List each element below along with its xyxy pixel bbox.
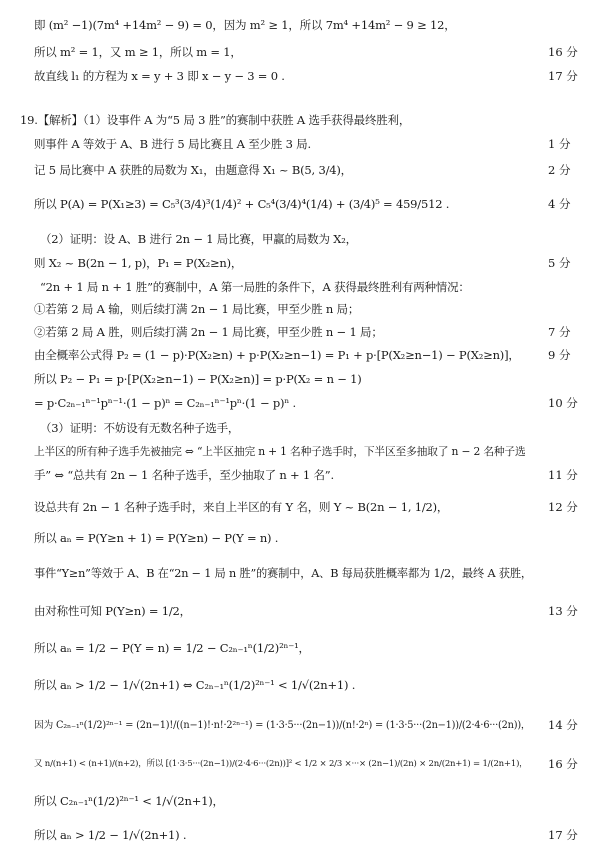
score-label: 14 分 [548, 718, 578, 732]
text-line: 所以 C₂ₙ₋₁ⁿ(1/2)²ⁿ⁻¹ < 1/√(2n+1)， [34, 794, 224, 808]
text-line: 即 (m² −1)(7m⁴ +14m² − 9) = 0，因为 m² ≥ 1，所以 7m⁴ +14m² − 9 ≥ 12， [34, 18, 456, 32]
score-label: 4 分 [548, 197, 571, 211]
text-line: 手” ⇔ “总共有 2n − 1 名种子选手，至少抽取了 n + 1 名”. [34, 468, 334, 482]
score-label: 11 分 [548, 468, 578, 482]
text-line: ②若第 2 局 A 胜，则后续打满 2n − 1 局比赛，甲至少胜 n − 1 局； [34, 325, 383, 339]
score-label: 17 分 [548, 69, 578, 83]
score-label: 16 分 [548, 45, 578, 59]
text-line: 所以 aₙ > 1/2 − 1/√(2n+1) ⇔ C₂ₙ₋₁ⁿ(1/2)²ⁿ⁻¹ < 1/√(2n+1) . [34, 678, 356, 692]
text-line: 故直线 l₁ 的方程为 x = y + 3 即 x − y − 3 = 0 . [34, 69, 285, 83]
text-line: 记 5 局比赛中 A 获胜的局数为 X₁，由题意得 X₁ ~ B(5, 3/4)， [34, 163, 352, 177]
text-line: “2n + 1 局 n + 1 胜”的赛制中，A 第一局胜的条件下，A 获得最终胜利有两种情况： [40, 280, 470, 294]
text-line: （3）证明：不妨设有无数名种子选手， [40, 421, 240, 435]
score-label: 12 分 [548, 500, 578, 514]
text-line: 所以 m² = 1，又 m ≥ 1，所以 m = 1， [34, 45, 242, 59]
score-label: 2 分 [548, 163, 571, 177]
text-line: 因为 C₂ₙ₋₁ⁿ(1/2)²ⁿ⁻¹ = (2n−1)!/((n−1)!·n!·2²ⁿ⁻¹) = (1·3·5···(2n−1))/(n!·2ⁿ) = (1·3·5···(2n−1))/(2·4·6···(2n))， [34, 720, 531, 731]
score-label: 9 分 [548, 348, 571, 362]
text-line: 所以 P₂ − P₁ = p·[P(X₂≥n−1) − P(X₂≥n)] = p·P(X₂ = n − 1) [34, 372, 362, 386]
score-label: 1 分 [548, 137, 571, 151]
text-line: 所以 aₙ > 1/2 − 1/√(2n+1) . [34, 828, 187, 842]
text-line: 所以 aₙ = P(Y≥n + 1) = P(Y≥n) − P(Y = n) . [34, 531, 279, 545]
text-line: 19.【解析】（1）设事件 A 为“5 局 3 胜”的赛制中获胜 A 选手获得最终胜利， [20, 113, 411, 127]
text-line: 由对称性可知 P(Y≥n) = 1/2， [34, 604, 191, 618]
score-label: 10 分 [548, 396, 578, 410]
text-line: 设总共有 2n − 1 名种子选手时，来自上半区的有 Y 名，则 Y ~ B(2n − 1, 1/2)， [34, 500, 449, 514]
score-label: 5 分 [548, 256, 571, 270]
score-label: 16 分 [548, 757, 578, 771]
text-line: 上半区的所有种子选手先被抽完 ⇔ “上半区抽完 n + 1 名种子选手时，下半区至多抽取了 n − 2 名种子选 [34, 445, 526, 458]
text-line: ①若第 2 局 A 输，则后续打满 2n − 1 局比赛，甲至少胜 n 局； [34, 302, 360, 316]
text-line: 所以 aₙ = 1/2 − P(Y = n) = 1/2 − C₂ₙ₋₁ⁿ(1/2)²ⁿ⁻¹， [34, 641, 310, 655]
text-line: 则事件 A 等效于 A、B 进行 5 局比赛且 A 至少胜 3 局. [34, 137, 311, 151]
text-line: = p·C₂ₙ₋₁ⁿ⁻¹pⁿ⁻¹·(1 − p)ⁿ = C₂ₙ₋₁ⁿ⁻¹pⁿ·(1 − p)ⁿ . [34, 396, 297, 410]
text-line: 由全概率公式得 P₂ = (1 − p)·P(X₂≥n) + p·P(X₂≥n−1) = P₁ + p·[P(X₂≥n−1) − P(X₂≥n)]， [34, 348, 520, 362]
text-line: 则 X₂ ~ B(2n − 1, p)，P₁ = P(X₂≥n)， [34, 256, 243, 270]
text-line: （2）证明：设 A、B 进行 2n − 1 局比赛，甲赢的局数为 X₂， [40, 232, 357, 246]
score-label: 13 分 [548, 604, 578, 618]
score-label: 17 分 [548, 828, 578, 842]
text-line: 又 n/(n+1) < (n+1)/(n+2)，所以 [(1·3·5···(2n−1))/(2·4·6···(2n))]² < 1/2 × 2/3 ×···× (2n−1)/(2n) × 2n/(2n+1) = 1/(2n+1)， [34, 759, 528, 769]
text-line: 事件“Y≥n”等效于 A、B 在“2n − 1 局 n 胜”的赛制中，A、B 每局获胜概率都为 1/2，最终 A 获胜， [34, 567, 532, 580]
text-line: 所以 P(A) = P(X₁≥3) = C₅³(3/4)³(1/4)² + C₅⁴(3/4)⁴(1/4) + (3/4)⁵ = 459/512 . [34, 197, 450, 211]
score-label: 7 分 [548, 325, 571, 339]
